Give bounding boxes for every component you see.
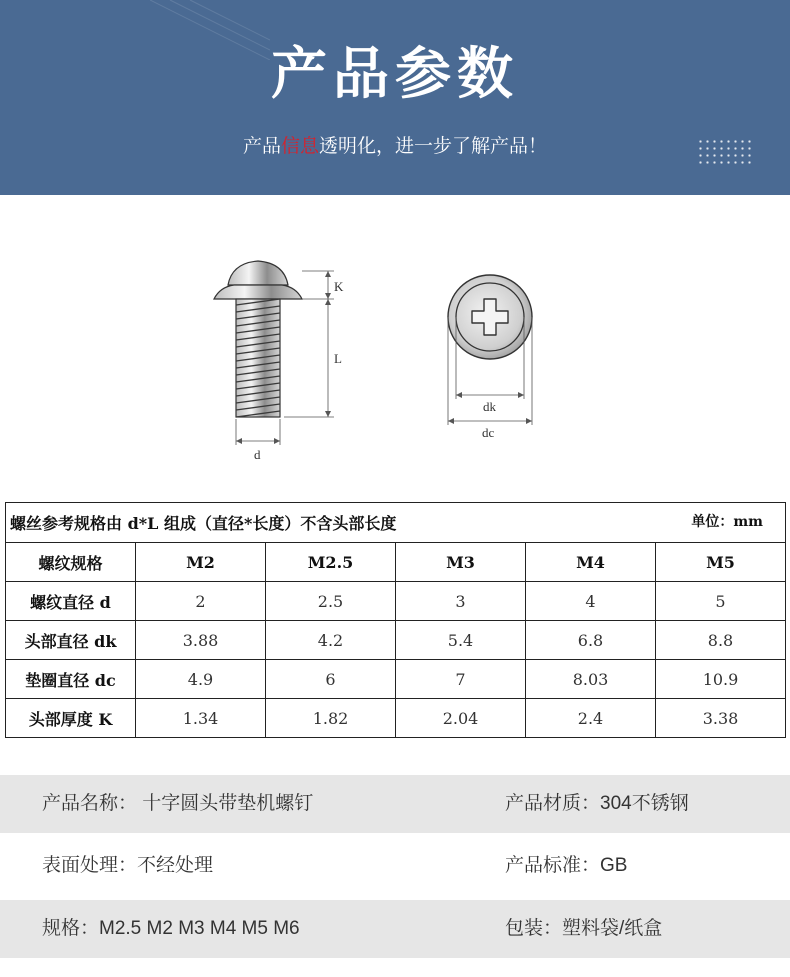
- row-label: 头部厚度 K: [6, 699, 136, 738]
- table-caption-row: [6, 503, 786, 543]
- table-caption: 螺丝参考规格由 d*L 组成（直径*长度）不含头部长度: [10, 514, 397, 533]
- table-cell: 4.9: [136, 660, 266, 699]
- table-header-label: 螺纹规格: [6, 543, 136, 582]
- table-cell: 1.82: [266, 699, 396, 738]
- table-cell: 8.8: [656, 621, 786, 660]
- dimension-label-dc: dc: [482, 425, 495, 440]
- dot-pattern-icon: [697, 138, 753, 166]
- product-spec: 规格：M2.5 M2 M3 M4 M5 M6: [42, 918, 300, 939]
- info-row: [0, 837, 790, 895]
- subtitle-text: 产品: [242, 135, 281, 157]
- screw-diagram: [0, 195, 790, 500]
- table-header-cell: M4: [526, 543, 656, 582]
- row-label: 头部直径 dk: [6, 621, 136, 660]
- table-header-cell: M5: [656, 543, 786, 582]
- table-cell: 1.34: [136, 699, 266, 738]
- table-unit: 单位：mm: [691, 514, 763, 530]
- row-label: 垫圈直径 dc: [6, 660, 136, 699]
- table-row: [6, 621, 786, 660]
- info-row: [0, 775, 790, 833]
- table-cell: 3: [396, 582, 526, 621]
- table-header-cell: M2: [136, 543, 266, 582]
- product-name: 产品名称： 十字圆头带垫机螺钉: [42, 793, 314, 814]
- table-cell: 6: [266, 660, 396, 699]
- spec-table: [5, 502, 786, 738]
- subtitle-text-rest: 透明化，进一步了解产品！: [319, 135, 548, 157]
- page-subtitle: [0, 131, 790, 158]
- product-material: 产品材质：304不锈钢: [505, 793, 689, 814]
- table-header-cell: M3: [396, 543, 526, 582]
- table-cell: 2.04: [396, 699, 526, 738]
- table-cell: 3.38: [656, 699, 786, 738]
- table-row: [6, 699, 786, 738]
- table-cell: 7: [396, 660, 526, 699]
- table-cell: 4: [526, 582, 656, 621]
- subtitle-highlight: 信息: [280, 135, 319, 157]
- table-caption-cell: [6, 503, 786, 543]
- table-cell: 8.03: [526, 660, 656, 699]
- table-cell: 2: [136, 582, 266, 621]
- product-standard: 产品标准：GB: [505, 855, 628, 876]
- dimension-label-l: L: [334, 351, 342, 366]
- page-title: 产品参数: [271, 42, 519, 107]
- table-cell: 10.9: [656, 660, 786, 699]
- table-cell: 5.4: [396, 621, 526, 660]
- table-row: [6, 660, 786, 699]
- row-label: 螺纹直径 d: [6, 582, 136, 621]
- table-cell: 3.88: [136, 621, 266, 660]
- table-cell: 4.2: [266, 621, 396, 660]
- dimension-label-dk: dk: [483, 399, 496, 414]
- surface-treatment: 表面处理：不经处理: [42, 855, 214, 876]
- dimension-label-k: K: [334, 279, 344, 294]
- table-cell: 2.5: [266, 582, 396, 621]
- dimension-label-d: d: [254, 447, 261, 462]
- table-header-row: [6, 543, 786, 582]
- table-cell: 2.4: [526, 699, 656, 738]
- product-package: 包装：塑料袋/纸盒: [505, 918, 663, 939]
- screw-side-view: [214, 261, 334, 445]
- table-header-cell: M2.5: [266, 543, 396, 582]
- header-banner: [0, 0, 790, 195]
- table-cell: 5: [656, 582, 786, 621]
- table-cell: 6.8: [526, 621, 656, 660]
- info-row: [0, 900, 790, 958]
- table-row: [6, 582, 786, 621]
